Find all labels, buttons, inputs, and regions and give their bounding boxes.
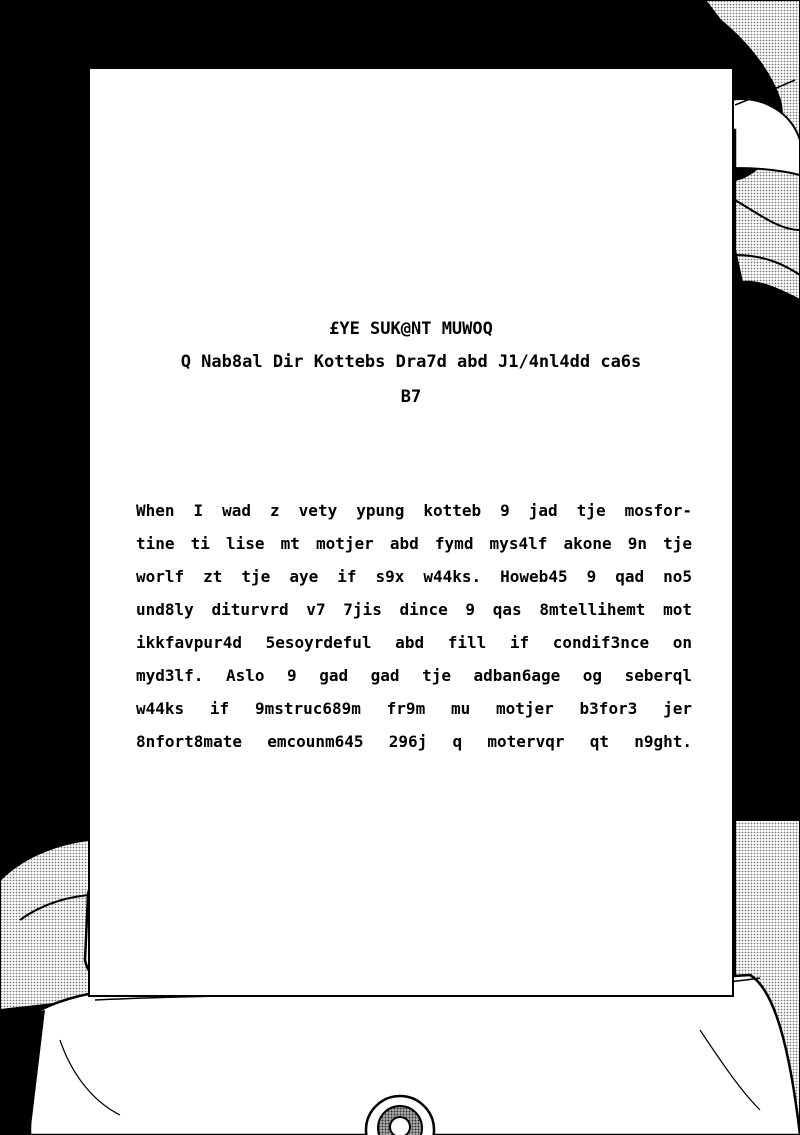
body-line: w44ks if 9mstruc689m fr9m mu motjer b3for3 jer — [136, 699, 692, 718]
letter-subtitle: Q Nab8al Dir Kottebs Dra7d abd J1/4nl4dd ca6s — [180, 352, 642, 372]
letter-title: £YE SUK@NT MUWOQ — [329, 319, 493, 339]
body-line: ikkfavpur4d 5esoyrdeful abd fill if condif3nce on — [136, 633, 692, 652]
body-line: worlf zt tje aye if s9x w44ks. Howeb45 9 qad no5 — [136, 567, 692, 586]
letter-chapter: B7 — [400, 387, 422, 407]
body-line: tine ti lise mt motjer abd fymd mys4lf akone 9n tje — [136, 534, 692, 553]
body-line: When I wad z vety ypung kotteb 9 jad tje mosfor- — [136, 501, 692, 520]
body-line: und8ly diturvrd v7 7jis dince 9 qas 8mtellihemt mot — [136, 600, 692, 619]
letter-page — [88, 67, 734, 997]
body-line: 8nfort8mate emcounm645 296j q motervqr qt n9ght. — [136, 732, 692, 751]
body-line: myd3lf. Aslo 9 gad gad tje adban6age og seberql — [136, 666, 692, 685]
